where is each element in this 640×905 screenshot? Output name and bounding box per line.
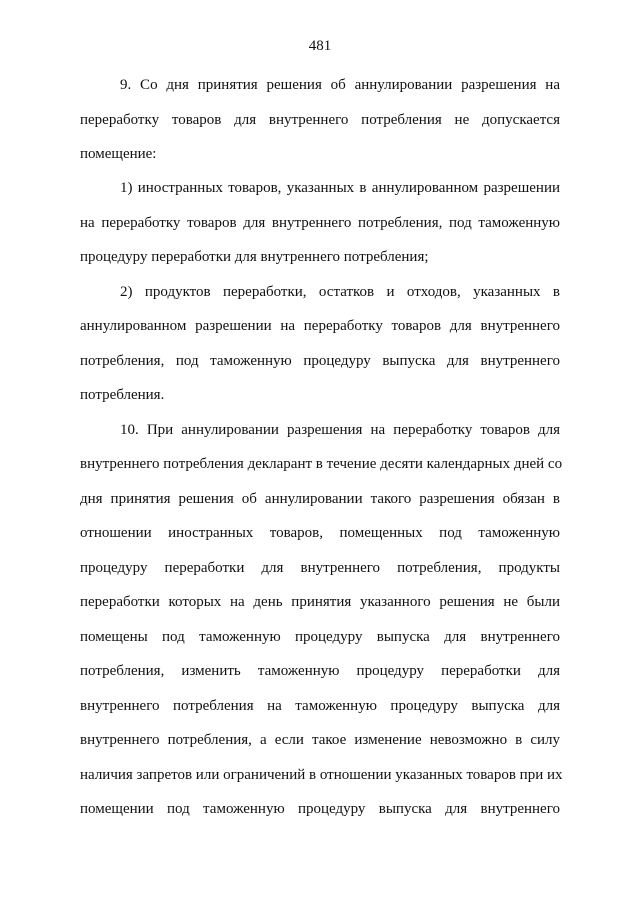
- text-line: 9. Со дня принятия решения об аннулировании разрешения на: [120, 77, 560, 93]
- text-line: наличия запретов или ограничений в отношении указанных товаров при их: [80, 767, 563, 783]
- text-line: 2) продуктов переработки, остатков и отходов, указанных в: [120, 284, 560, 300]
- text-line: процедуру переработки для внутреннего потребления;: [80, 249, 429, 265]
- text-line: внутреннего потребления на таможенную процедуру выпуска для: [80, 698, 560, 714]
- text-line: помещение:: [80, 146, 157, 162]
- text-line: 1) иностранных товаров, указанных в аннулированном разрешении: [120, 180, 560, 196]
- text-line: потребления.: [80, 387, 165, 403]
- text-line: внутреннего потребления, а если такое изменение невозможно в силу: [80, 732, 560, 748]
- text-line: отношении иностранных товаров, помещенных под таможенную: [80, 525, 560, 541]
- text-line: на переработку товаров для внутреннего потребления, под таможенную: [80, 215, 560, 231]
- text-line: помещении под таможенную процедуру выпуска для внутреннего: [80, 801, 560, 817]
- text-line: потребления, под таможенную процедуру выпуска для внутреннего: [80, 353, 560, 369]
- text-line: дня принятия решения об аннулировании такого разрешения обязан в: [80, 491, 560, 507]
- page-number: 481: [308, 38, 332, 54]
- text-line: процедуру переработки для внутреннего потребления, продукты: [80, 560, 560, 576]
- text-line: аннулированном разрешении на переработку товаров для внутреннего: [80, 318, 560, 334]
- text-line: переработку товаров для внутреннего потребления не допускается: [80, 112, 560, 128]
- text-line: внутреннего потребления декларант в течение десяти календарных дней со: [80, 456, 563, 472]
- text-line: помещены под таможенную процедуру выпуска для внутреннего: [80, 629, 560, 645]
- text-line: переработки которых на день принятия указанного решения не были: [80, 594, 560, 610]
- text-line: 10. При аннулировании разрешения на переработку товаров для: [120, 422, 560, 438]
- text-line: потребления, изменить таможенную процедуру переработки для: [80, 663, 560, 679]
